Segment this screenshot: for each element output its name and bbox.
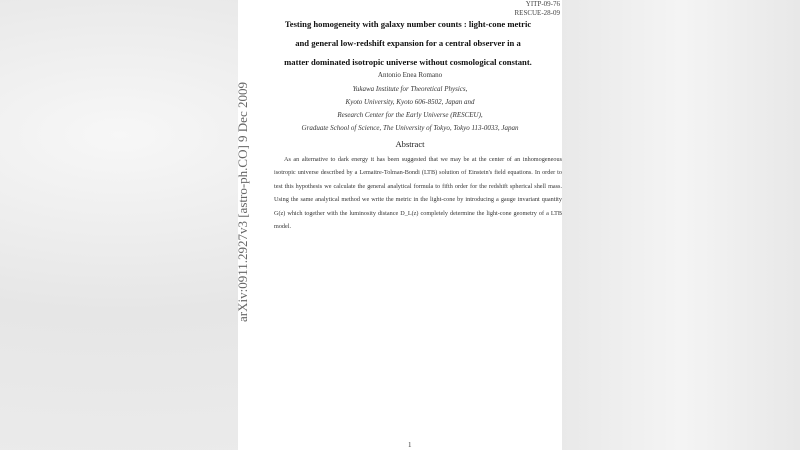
paper-page xyxy=(235,0,562,450)
title-line: and general low-redshift expansion for a central observer in a xyxy=(295,38,521,48)
affiliation-line: Research Center for the Early Universe (RESCEU), xyxy=(337,111,483,119)
page-number: 1 xyxy=(408,441,412,449)
affiliation-line: Yukawa Institute for Theoretical Physics, xyxy=(352,85,468,93)
affiliation-line: Graduate School of Science, The University of Tokyo, Tokyo 113-0033, Japan xyxy=(301,124,519,132)
paper-title xyxy=(254,15,562,72)
report-number: YITP-09-76 xyxy=(525,0,560,8)
abstract-text: As an alternative to dark energy it has been suggested that we may be at the center of an inhomogeneous isotropic universe described by a Lemaitre-Tolman-Bondi (LTB) solution of Einstein's field equations. In order to test this hypothesis we calculate the general analytical formula to fifth order for the redshift spherical shell mass. Using the same analytical method we write the metric in the light-cone by introducing a gauge invariant quantity G(z) which together with the luminosity distance D_L(z) completely determine the light-cone geometry of a LTB model. xyxy=(274,156,562,231)
affiliation-line: Kyoto University, Kyoto 606-8502, Japan and xyxy=(345,98,475,106)
title-line: matter dominated isotropic universe without cosmological constant. xyxy=(284,57,532,67)
author: Antonio Enea Romano xyxy=(377,71,443,79)
background-right xyxy=(562,0,800,450)
arxiv-stamp: arXiv:0911.2927v3 [astro-ph.CO] 9 Dec 2009 xyxy=(235,82,250,322)
abstract-heading: Abstract xyxy=(395,139,425,149)
title-line: Testing homogeneity with galaxy number counts : light-cone metric xyxy=(284,19,532,29)
report-number: RESCUE-28-09 xyxy=(514,9,560,17)
